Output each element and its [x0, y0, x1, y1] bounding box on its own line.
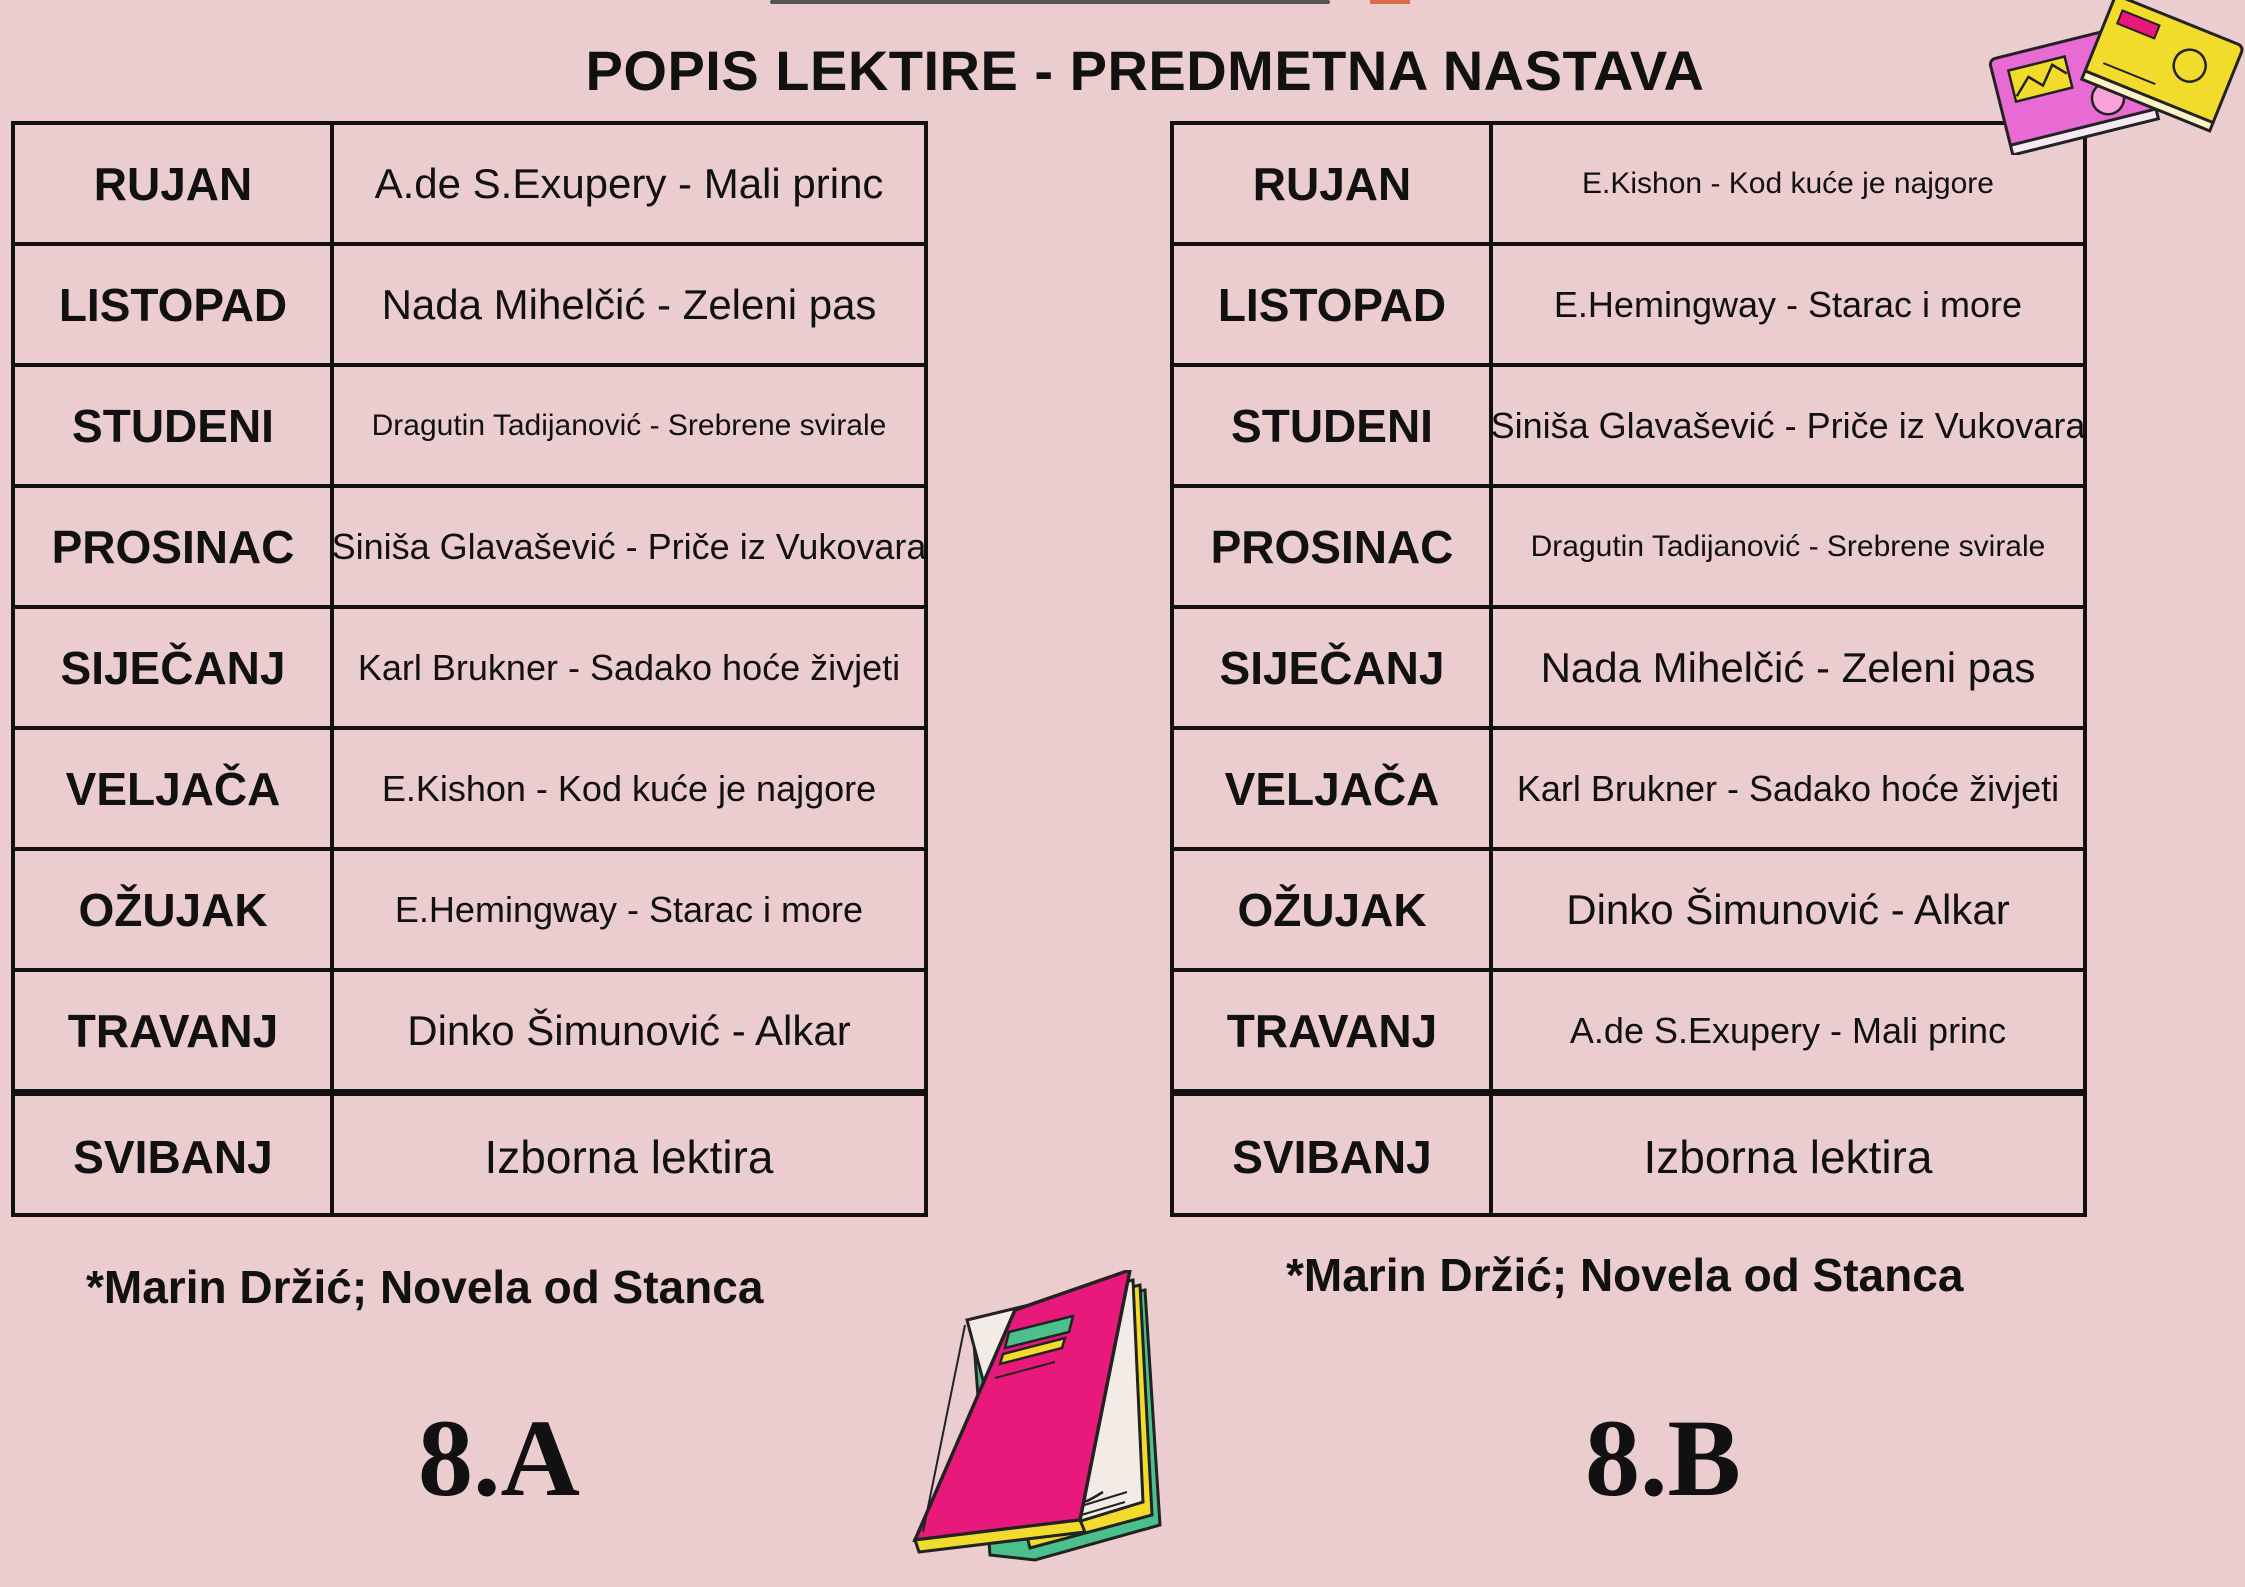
table-row — [15, 363, 924, 484]
month-cell: OŽUJAK — [78, 883, 268, 936]
month-cell: RUJAN — [1252, 157, 1412, 210]
book-cell: A.de S.Exupery - Mali princ — [374, 159, 884, 207]
table-row — [15, 1089, 924, 1217]
month-cell: LISTOPAD — [58, 278, 288, 331]
table-row — [15, 125, 924, 242]
month-cell: LISTOPAD — [1217, 278, 1447, 331]
class-label-8a: 8.A — [418, 1397, 580, 1519]
table-row — [1174, 726, 2083, 847]
page-title: POPIS LEKTIRE - PREDMETNA NASTAVA — [585, 39, 1705, 102]
book-cell: Izborna lektira — [1643, 1130, 1933, 1183]
table-row — [1174, 605, 2083, 726]
book-cell: Izborna lektira — [484, 1130, 774, 1183]
book-cell: Karl Brukner - Sadako hoće živjeti — [1516, 767, 2060, 809]
month-cell: VELJAČA — [1224, 762, 1440, 815]
table-row — [1174, 484, 2083, 605]
table-row — [15, 242, 924, 363]
book-cell: Siniša Glavašević - Priče iz Vukovara — [1490, 404, 2086, 446]
month-cell: STUDENI — [72, 399, 274, 452]
table-row — [1174, 363, 2086, 484]
book-cell: Dragutin Tadijanović - Srebrene svirale — [371, 408, 887, 442]
table-row — [15, 726, 924, 847]
book-cell: Dinko Šimunović - Alkar — [407, 1006, 851, 1054]
book-cell: Dinko Šimunović - Alkar — [1566, 885, 2010, 933]
book-cell: E.Hemingway - Starac i more — [394, 888, 864, 930]
open-book-icon — [905, 1270, 1170, 1570]
table-row — [15, 605, 924, 726]
table-row — [15, 847, 924, 968]
month-cell: TRAVANJ — [67, 1004, 279, 1057]
footnote-8a: *Marin Držić; Novela od Stanca — [86, 1261, 764, 1313]
month-cell: RUJAN — [93, 157, 253, 210]
table-row — [15, 968, 924, 1089]
book-cell: Nada Mihelčić - Zeleni pas — [1540, 643, 2036, 691]
book-cell: Dragutin Tadijanović - Srebrene svirale — [1530, 529, 2046, 563]
month-cell: PROSINAC — [1210, 520, 1454, 573]
book-cell: A.de S.Exupery - Mali princ — [1569, 1009, 2007, 1051]
month-cell: PROSINAC — [51, 520, 295, 573]
top-decoration — [760, 0, 1460, 6]
table-row — [1174, 968, 2083, 1089]
book-cell: Karl Brukner - Sadako hoće živjeti — [357, 646, 901, 688]
table-row — [1174, 1089, 2083, 1217]
reading-table-8b — [1170, 121, 2087, 1217]
month-cell: VELJAČA — [65, 762, 281, 815]
month-cell: SVIBANJ — [73, 1130, 273, 1183]
month-cell: SIJEČANJ — [1219, 641, 1445, 694]
book-cell: E.Kishon - Kod kuće je najgore — [381, 767, 877, 809]
book-cell: Nada Mihelčić - Zeleni pas — [381, 280, 877, 328]
month-cell: SIJEČANJ — [60, 641, 286, 694]
book-cell: E.Hemingway - Starac i more — [1553, 283, 2023, 325]
month-cell: OŽUJAK — [1237, 883, 1427, 936]
book-cell: E.Kishon - Kod kuće je najgore — [1582, 166, 1994, 200]
month-cell: TRAVANJ — [1226, 1004, 1438, 1057]
table-row — [1174, 242, 2083, 363]
book-cell: Siniša Glavašević - Priče iz Vukovara — [331, 525, 927, 567]
stacked-books-icon — [1985, 0, 2245, 155]
table-row — [1174, 125, 2083, 242]
month-cell: SVIBANJ — [1232, 1130, 1432, 1183]
reading-table-8a — [11, 121, 928, 1217]
class-label-8b: 8.B — [1585, 1397, 1741, 1519]
month-cell: STUDENI — [1231, 399, 1433, 452]
footnote-8b: *Marin Držić; Novela od Stanca — [1286, 1249, 1964, 1301]
table-row — [1174, 847, 2083, 968]
table-row — [15, 484, 927, 605]
